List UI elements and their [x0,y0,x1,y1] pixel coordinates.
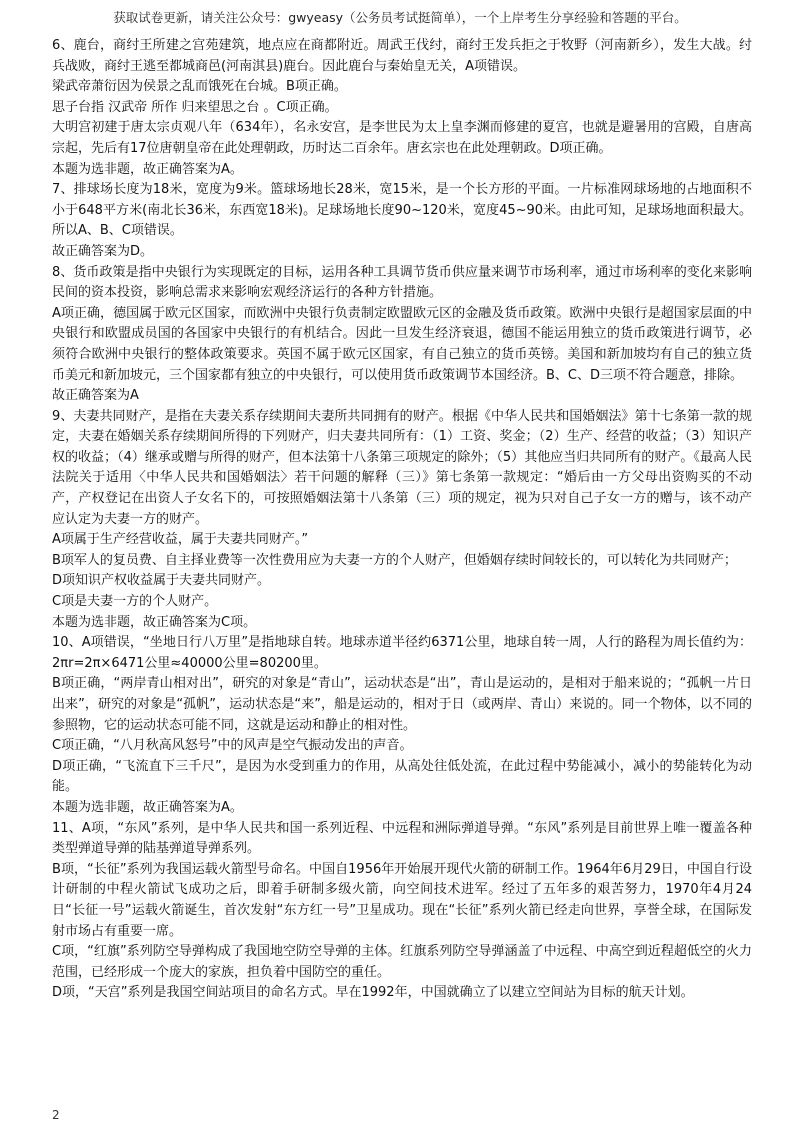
paragraph: B项军人的复员费、自主择业费等一次性费用应为夫妻一方的个人财产，但婚姻存续时间较长的，可以转化为共同财产； [52,552,737,568]
paragraph: A项属于生产经营收益，属于夫妻共同财产。” [52,532,309,548]
paragraph: C项，“红旗”系列防空导弹构成了我国地空防空导弹的主体。红旗系列防空导弹涵盖了中远程、中高空到近程超低空的火力范围，已经形成一个庞大的家族，担负着中国防空的重任。 [52,944,752,980]
paragraph: B项，“长征”系列为我国运载火箭型号命名。中国自1956年开始展开现代火箭的研制工作。1964年6月29日，中国自行设计研制的中程火箭试飞成功之后，即着手研制多级火箭，向空间技术进军。经过了五年多的艰苦努力，1970年4月24日“长征一号”运载火箭诞生，首次发射“东方红一号”卫星成功。现在“长征”系列火箭已经走向世界，享誉全球，在国际发射市场占有重要一席。 [52,861,752,939]
page-number: 2 [52,1108,60,1122]
paragraph: D项正确，“飞流直下三千尺”，是因为水受到重力的作用，从高处往低处流，在此过程中势能减小，减小的势能转化为动能。 [52,758,752,795]
paragraph: A项正确，德国属于欧元区国家，而欧洲中央银行负责制定欧盟欧元区的金融及货币政策。欧洲中央银行是超国家层面的中央银行和欧盟成员国的各国家中央银行的有机结合。因此一旦发生经济衰退，德国不能运用独立的货币政策进行调节，必须符合欧洲中央银行的整体政策要求。英国不属于欧元区国家，有自己独立的货币英镑。美国和新加坡均有自己的独立货币美元和新加坡元，三个国家都有独立的中央银行，可以使用货币政策调节本国经济。B、C、D三项不符合题意，排除。 [52,305,752,383]
paragraph: C项是夫妻一方的个人财产。 [52,594,218,610]
paragraph: 10、A项错误，“坐地日行八万里”是指地球自转。地球赤道半径约6371公里，地球自转一周，人行的路程为周长值约为：2πr=2π×6471公里≈40000公里=80200里。 [52,635,752,671]
paragraph: 11、A项，“东风”系列，是中华人民共和国一系列近程、中远程和洲际弹道导弹。“东风”系列是目前世界上唯一覆盖各种类型弹道导弹的陆基弹道导弹系列。 [52,820,752,857]
paragraph: 本题为选非题，故正确答案为C项。 [52,614,257,630]
paragraph: 9、夫妻共同财产，是指在夫妻关系存续期间夫妻所共同拥有的财产。根据《中华人民共和国婚姻法》第十七条第一款的规定，夫妻在婚姻关系存续期间所得的下列财产，归夫妻共同所有：（1）工资、奖金；（2）生产、经营的收益；（3）知识产权的收益；（4）继承或赠与所得的财产，但本法第十八条第三项规定的除外；（5）其他应当归共同所有的财产。《最高人民法院关于适用〈中华人民共和国婚姻法〉若干问题的解释（三）》第七条第一款规定：“婚后由一方父母出资购买的不动产，产权登记在出资人子女名下的，可按照婚姻法第十八条第（三）项的规定，视为只对自己子女一方的赠与，该不动产应认定为夫妻一方的财产。 [52,408,752,527]
paragraph: 大明宫初建于唐太宗贞观八年（634年），名永安宫，是李世民为太上皇李渊而修建的夏宫，也就是避暑用的宫殿，自唐高宗起，先后有17位唐朝皇帝在此处理朝政，历时达二百余年。唐玄宗也在此处理朝政。D项正确。 [52,120,752,156]
paragraph: D项，“天宫”系列是我国空间站项目的命名方式。早在1992年，中国就确立了以建立空间站为目标的航天计划。 [52,985,694,1001]
paragraph: 故正确答案为D。 [52,243,154,259]
paragraph: B项正确，“两岸青山相对出”，研究的对象是“青山”，运动状态是“出”，青山是运动的，是相对于船来说的；“孤帆一片日出来”，研究的对象是“孤帆”，运动状态是“来”，船是运动的，相对于日（或两岸、青山）来说的。同一个物体，以不同的参照物，它的运动状态可能不同，这就是运动和静止的相对性。 [52,676,752,733]
paragraph: 故正确答案为A [52,388,139,404]
paragraph: 7、排球场长度为18米，宽度为9米。篮球场地长28米，宽15米，是一个长方形的平面。一片标准网球场地的占地面积不小于648平方米(南北长36米，东西宽18米)。足球场地长度90~120米，宽度45~90米。由此可知，足球场地面积最大。所以A、B、C项错误。 [52,182,752,239]
paragraph: 本题为选非题，故正确答案为A。 [52,799,243,815]
paragraph: 8、货币政策是指中央银行为实现既定的目标，运用各种工具调节货币供应量来调节市场利率，通过市场利率的变化来影响民间的资本投资，影响总需求来影响宏观经济运行的各种方针措施。 [52,264,752,301]
paragraph: 本题为选非题，故正确答案为A。 [52,161,243,177]
paragraph: 梁武帝萧衍因为侯景之乱而饿死在台城。B项正确。 [52,79,347,95]
header-notice: 获取试卷更新，请关注公众号：gwyeasy（公务员考试挺简单），一个上岸考生分享经验和答题的平台。 [113,10,687,25]
paragraph: D项知识产权收益属于夫妻共同财产。 [52,573,271,589]
paragraph: 思子台指 汉武帝 所作 归来望思之台 。C项正确。 [52,99,338,115]
paragraph: C项正确，“八月秋高风怒号”中的风声是空气振动发出的声音。 [52,738,413,754]
document-body [52,36,752,1004]
paragraph: 6、鹿台，商纣王所建之宫苑建筑，地点应在商都附近。周武王伐纣，商纣王发兵拒之于牧野（河南新乡），发生大战。纣兵战败，商纣王逃至都城商邑(河南淇县)鹿台。因此鹿台与秦始皇无关，A项错误。 [52,38,752,74]
